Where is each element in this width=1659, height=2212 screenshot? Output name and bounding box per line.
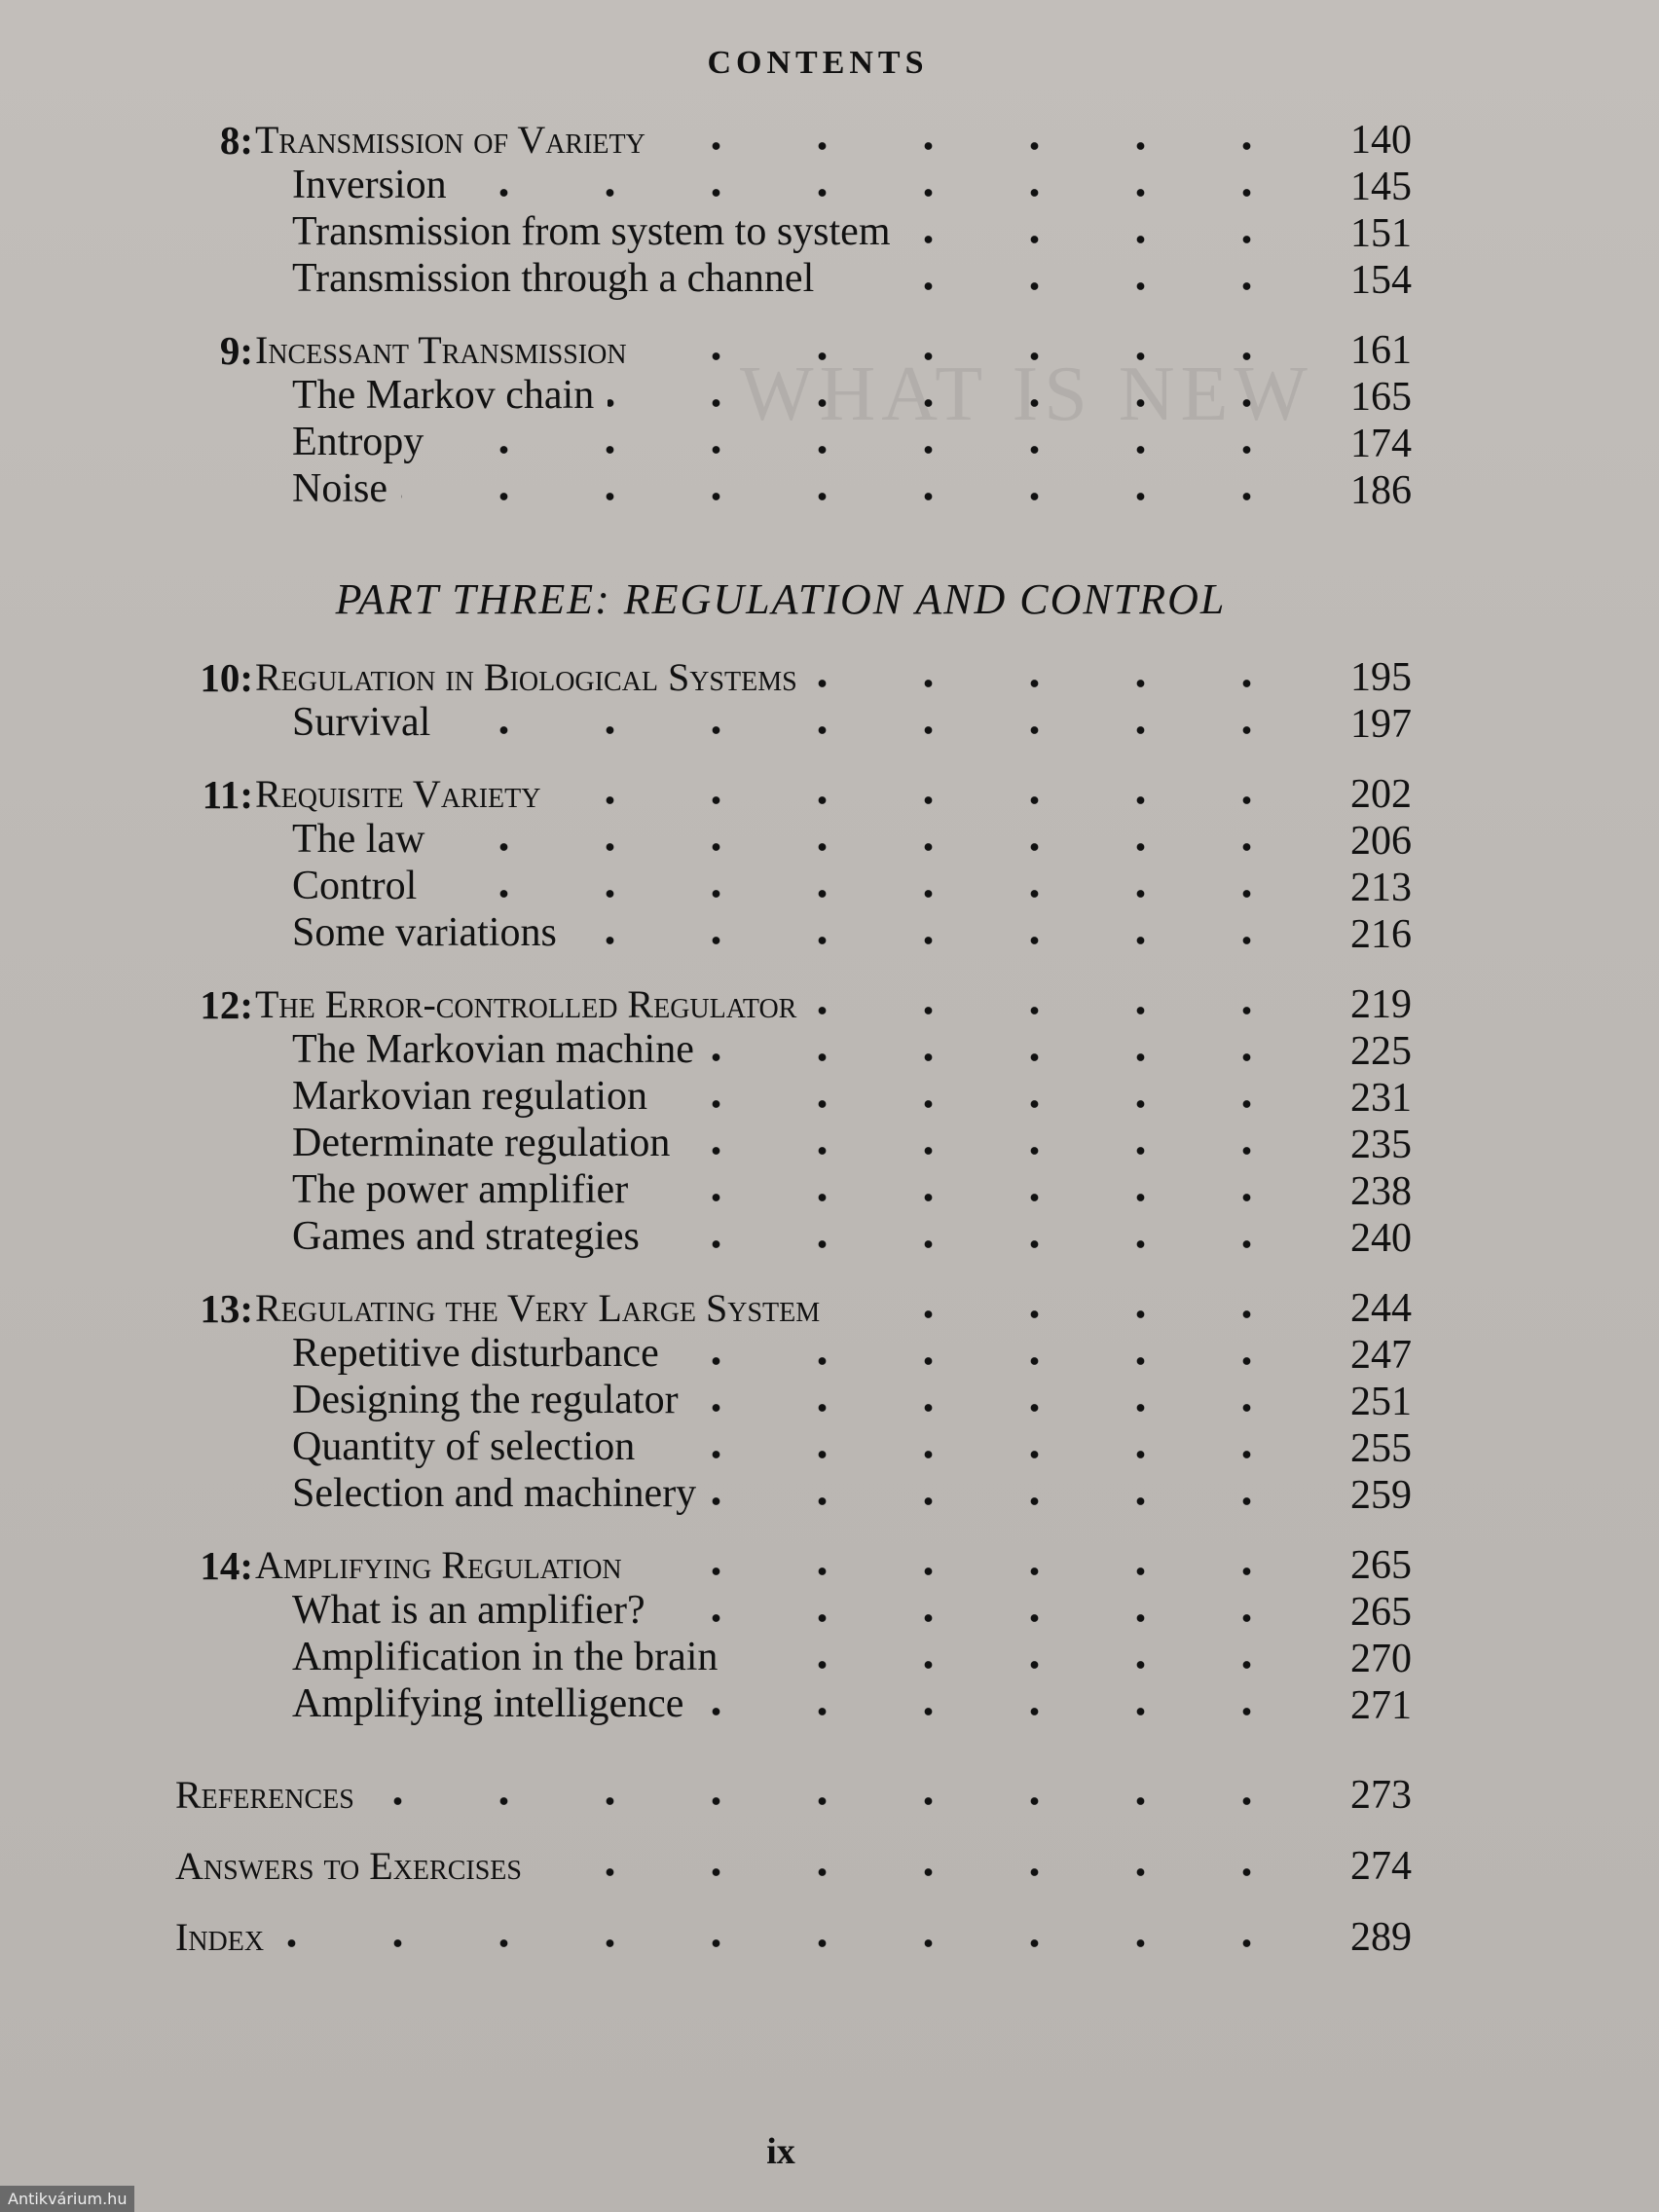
chapter-number: 11: xyxy=(202,772,253,817)
dot-leader xyxy=(810,983,1300,1026)
section-title: What is an amplifier? xyxy=(292,1588,645,1633)
section-entry[interactable] xyxy=(0,1166,1659,1213)
section-entry[interactable] xyxy=(0,1423,1659,1470)
dot-leader xyxy=(697,1684,1300,1727)
section-title: Entropy xyxy=(292,420,424,464)
chapter-title: Amplifying Regulation xyxy=(255,1543,622,1587)
dot-leader xyxy=(692,1381,1300,1423)
chapter-entry[interactable] xyxy=(0,979,1659,1026)
page-number: 231 xyxy=(1350,1076,1412,1121)
section-entry[interactable] xyxy=(0,909,1659,956)
page-number: 238 xyxy=(1350,1169,1412,1214)
section-title: Some variations xyxy=(292,910,557,955)
section-title: The power amplifier xyxy=(292,1167,629,1212)
dot-leader xyxy=(659,1591,1300,1634)
section-title: Repetitive disturbance xyxy=(292,1331,659,1376)
back-matter-entry[interactable] xyxy=(0,1770,1659,1817)
chapter-title: Requisite Variety xyxy=(255,772,541,816)
section-title: Control xyxy=(292,864,418,908)
section-title: Amplifying intelligence xyxy=(292,1681,684,1726)
chapter-title: Regulation in Biological Systems xyxy=(255,655,797,699)
dot-leader xyxy=(659,119,1300,162)
section-entry[interactable] xyxy=(0,1680,1659,1727)
chapter-entry[interactable] xyxy=(0,1540,1659,1587)
section-entry[interactable] xyxy=(0,465,1659,512)
dot-leader xyxy=(653,1217,1300,1260)
chapter-number: 9: xyxy=(219,328,253,373)
section-title: The Markovian machine xyxy=(292,1027,694,1072)
section-title: Selection and machinery xyxy=(292,1471,697,1516)
page-number: 197 xyxy=(1350,702,1412,747)
section-entry[interactable] xyxy=(0,208,1659,255)
page-number: 244 xyxy=(1350,1286,1412,1331)
dot-leader xyxy=(811,656,1300,699)
chapter-entry[interactable] xyxy=(0,325,1659,372)
section-entry[interactable] xyxy=(0,699,1659,746)
dot-leader xyxy=(461,166,1300,208)
section-title: Determinate regulation xyxy=(292,1121,671,1165)
page-number: 206 xyxy=(1350,819,1412,864)
section-entry[interactable] xyxy=(0,816,1659,863)
back-matter-title: Answers to Exercises xyxy=(175,1844,522,1888)
page-number: 235 xyxy=(1350,1123,1412,1167)
section-entry[interactable] xyxy=(0,863,1659,909)
page-number: 251 xyxy=(1350,1380,1412,1424)
section-entry[interactable] xyxy=(0,419,1659,465)
page-number: 161 xyxy=(1350,328,1412,373)
section-title: Designing the regulator xyxy=(292,1378,679,1422)
section-entry[interactable] xyxy=(0,372,1659,419)
page-number: 259 xyxy=(1350,1473,1412,1518)
section-title: Inversion xyxy=(292,163,447,207)
back-matter-title: Index xyxy=(175,1915,265,1959)
dot-leader xyxy=(648,1427,1300,1470)
page-number: 186 xyxy=(1350,468,1412,513)
chapter-number: 12: xyxy=(200,982,253,1027)
dot-leader xyxy=(710,1474,1300,1517)
chapter-entry[interactable] xyxy=(0,115,1659,162)
section-entry[interactable] xyxy=(0,1026,1659,1073)
dot-leader xyxy=(571,913,1300,956)
section-entry[interactable] xyxy=(0,1073,1659,1120)
section-title: Transmission through a channel xyxy=(292,256,815,301)
dot-leader xyxy=(642,1170,1300,1213)
page-number: 273 xyxy=(1350,1773,1412,1818)
dot-leader xyxy=(661,1077,1300,1120)
page-number: 265 xyxy=(1350,1590,1412,1635)
section-entry[interactable] xyxy=(0,1634,1659,1680)
section-title: Amplification in the brain xyxy=(292,1635,719,1679)
section-title: Markovian regulation xyxy=(292,1074,648,1119)
dot-leader xyxy=(641,329,1300,372)
dot-leader xyxy=(277,1916,1300,1959)
chapter-number: 8: xyxy=(219,118,253,163)
chapter-entry[interactable] xyxy=(0,652,1659,699)
dot-leader xyxy=(636,1544,1300,1587)
dot-leader xyxy=(438,820,1300,863)
section-entry[interactable] xyxy=(0,1470,1659,1517)
dot-leader xyxy=(535,1845,1300,1888)
section-title: Survival xyxy=(292,700,431,745)
chapter-number: 13: xyxy=(200,1286,253,1331)
dot-leader xyxy=(554,773,1300,816)
back-matter-entry[interactable] xyxy=(0,1841,1659,1888)
dot-leader xyxy=(430,866,1300,909)
section-entry[interactable] xyxy=(0,1213,1659,1260)
page-number: 216 xyxy=(1350,912,1412,957)
dot-leader xyxy=(401,469,1300,512)
page-number: 140 xyxy=(1350,118,1412,163)
chapter-title: Regulating the Very Large System xyxy=(255,1286,821,1330)
page-number: 289 xyxy=(1350,1915,1412,1960)
section-entry[interactable] xyxy=(0,255,1659,302)
dot-leader xyxy=(708,1030,1300,1073)
chapter-entry[interactable] xyxy=(0,769,1659,816)
page-number: 145 xyxy=(1350,165,1412,209)
section-entry[interactable] xyxy=(0,1330,1659,1377)
dot-leader xyxy=(673,1334,1300,1377)
page-number: 165 xyxy=(1350,375,1412,420)
running-head: CONTENTS xyxy=(707,45,929,81)
chapter-title: The Error-controlled Regulator xyxy=(255,982,797,1026)
section-title: The Markov chain xyxy=(292,373,595,418)
dot-leader xyxy=(904,212,1300,255)
section-title: Noise xyxy=(292,466,387,511)
page-number: 265 xyxy=(1350,1543,1412,1588)
page-number: 274 xyxy=(1350,1844,1412,1889)
page-number: 202 xyxy=(1350,772,1412,817)
page-folio: ix xyxy=(766,2131,795,2172)
dot-leader xyxy=(833,1287,1300,1330)
chapter-number: 10: xyxy=(200,655,253,700)
section-entry[interactable] xyxy=(0,1120,1659,1166)
part-heading: PART THREE: REGULATION AND CONTROL xyxy=(335,575,1227,623)
back-matter-entry[interactable] xyxy=(0,1912,1659,1959)
section-title: The law xyxy=(292,817,425,862)
section-entry[interactable] xyxy=(0,1587,1659,1634)
dot-leader xyxy=(368,1774,1300,1817)
page-number: 151 xyxy=(1350,211,1412,256)
section-entry[interactable] xyxy=(0,162,1659,208)
dot-leader xyxy=(731,1638,1300,1680)
section-title: Games and strategies xyxy=(292,1214,640,1259)
dot-leader xyxy=(683,1124,1300,1166)
page-number: 174 xyxy=(1350,422,1412,466)
page-number: 225 xyxy=(1350,1029,1412,1074)
chapter-number: 14: xyxy=(200,1543,253,1588)
section-title: Quantity of selection xyxy=(292,1424,636,1469)
page-number: 270 xyxy=(1350,1637,1412,1681)
page-number: 154 xyxy=(1350,258,1412,303)
dot-leader xyxy=(828,259,1300,302)
page-number: 247 xyxy=(1350,1333,1412,1378)
chapter-title: Incessant Transmission xyxy=(255,328,627,372)
dot-leader xyxy=(437,423,1300,465)
dot-leader xyxy=(608,376,1300,419)
dot-leader xyxy=(444,703,1300,746)
page-number: 219 xyxy=(1350,982,1412,1027)
page-number: 240 xyxy=(1350,1216,1412,1261)
page-number: 271 xyxy=(1350,1683,1412,1728)
section-entry[interactable] xyxy=(0,1377,1659,1423)
page-number: 255 xyxy=(1350,1426,1412,1471)
page-number: 195 xyxy=(1350,655,1412,700)
back-matter-title: References xyxy=(175,1773,354,1817)
chapter-title: Transmission of Variety xyxy=(255,118,645,162)
chapter-entry[interactable] xyxy=(0,1283,1659,1330)
page-number: 213 xyxy=(1350,866,1412,910)
section-title: Transmission from system to system xyxy=(292,209,891,254)
watermark: Antikvárium.hu xyxy=(0,2186,134,2212)
